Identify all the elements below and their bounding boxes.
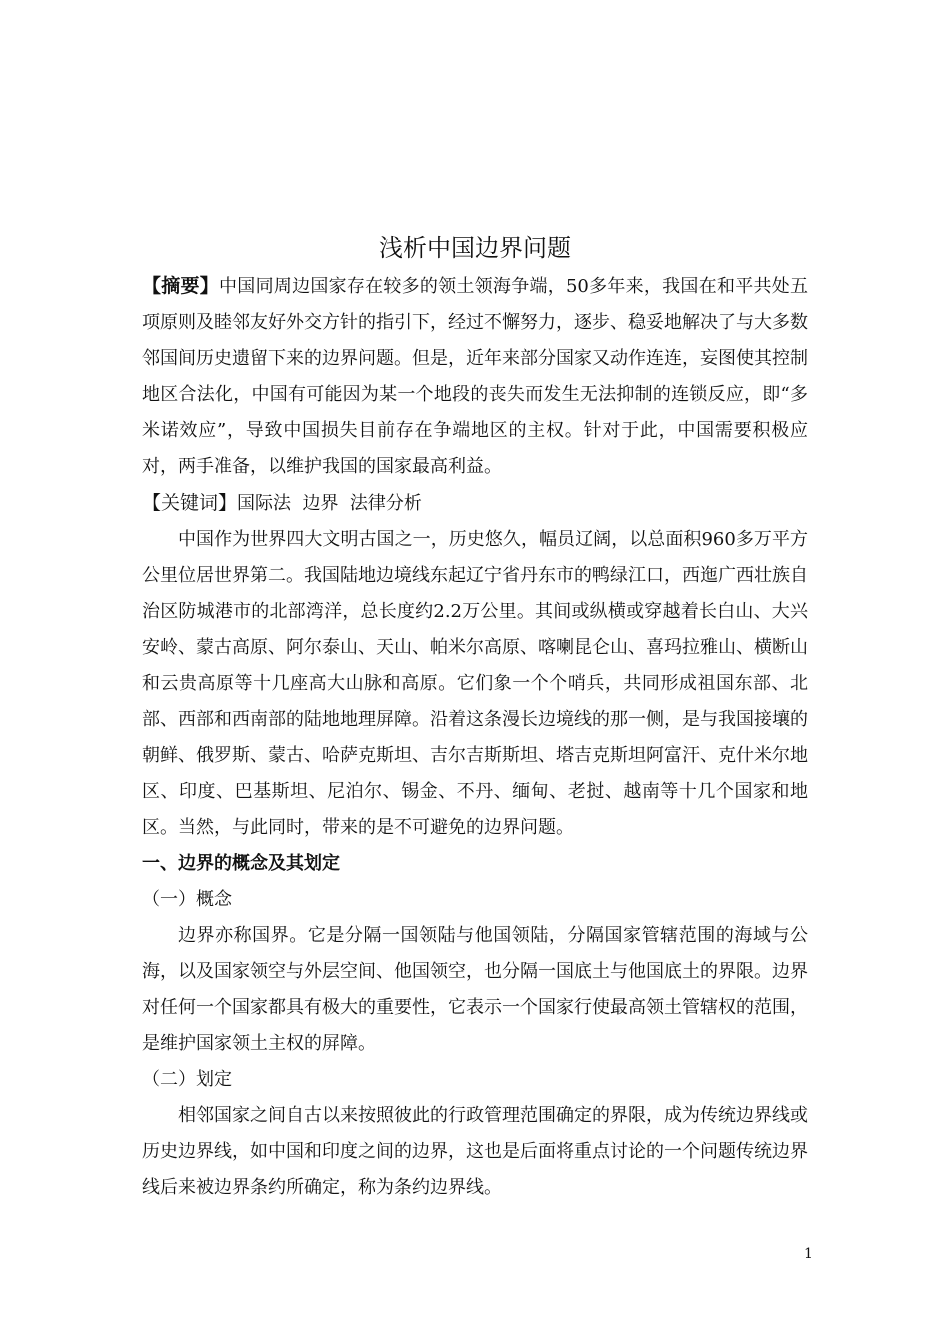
delimitation-paragraph: 相邻国家之间自古以来按照彼此的行政管理范围确定的界限，成为传统边界线或历史边界线，如中国和印度之间的边界，这也是后面将重点讨论的一个问题传统边界线后来被边界条约所确定，称为条约边界线。 (142, 1105, 808, 1198)
abstract-paragraph (142, 268, 808, 485)
keywords-paragraph (142, 485, 808, 522)
subsection-heading-delimitation: （二）划定 (142, 1069, 232, 1090)
page-number: 1 (804, 1246, 813, 1262)
concept-paragraph: 边界亦称国界。它是分隔一国领陆与他国领陆，分隔国家管辖范围的海域与公海，以及国家领空与外层空间、他国领空，也分隔一国底土与他国底土的界限。边界对任何一个国家都具有极大的重要性，它表示一个国家行使最高领土管辖权的范围，是维护国家领土主权的屏障。 (142, 925, 808, 1054)
abstract-label: 【摘要】 (142, 275, 220, 297)
abstract-text: 中国同周边国家存在较多的领土领海争端，50多年来，我国在和平共处五项原则及睦邻友好外交方针的指引下，经过不懈努力，逐步、稳妥地解决了与大多数邻国间历史遗留下来的边界问题。但是，近年来部分国家又动作连连，妄图使其控制地区合法化，中国有可能因为某一个地段的丧失而发生无法抑制的连锁反应，即“多米诺效应”，导致中国损失目前存在争端地区的主权。针对于此，中国需要积极应对，两手准备，以维护我国的国家最高利益。 (142, 276, 808, 477)
intro-paragraph: 中国作为世界四大文明古国之一，历史悠久，幅员辽阔，以总面积960多万平方公里位居世界第二。我国陆地边境线东起辽宁省丹东市的鸭绿江口，西迤广西壮族自治区防城港市的北部湾洋，总长度约2.2万公里。其间或纵横或穿越着长白山、大兴安岭、蒙古高原、阿尔泰山、天山、帕米尔高原、喀喇昆仑山、喜玛拉雅山、横断山和云贵高原等十几座高大山脉和高原。它们象一个个哨兵，共同形成祖国东部、北部、西部和西南部的陆地地理屏障。沿着这条漫长边境线的那一侧，是与我国接壤的朝鲜、俄罗斯、蒙古、哈萨克斯坦、吉尔吉斯斯坦、塔吉克斯坦阿富汗、克什米尔地区、印度、巴基斯坦、尼泊尔、锡金、不丹、缅甸、老挝、越南等十几个国家和地区。当然，与此同时，带来的是不可避免的边界问题。 (142, 529, 808, 838)
document-body (142, 228, 808, 1206)
keywords-text: 国际法 边界 法律分析 (237, 493, 422, 514)
keywords-label: 【关键词】 (142, 492, 238, 514)
section-heading-boundary-concept: 一、边界的概念及其划定 (142, 853, 340, 874)
document-title: 浅析中国边界问题 (379, 234, 571, 262)
subsection-heading-concept: （一）概念 (142, 889, 232, 910)
